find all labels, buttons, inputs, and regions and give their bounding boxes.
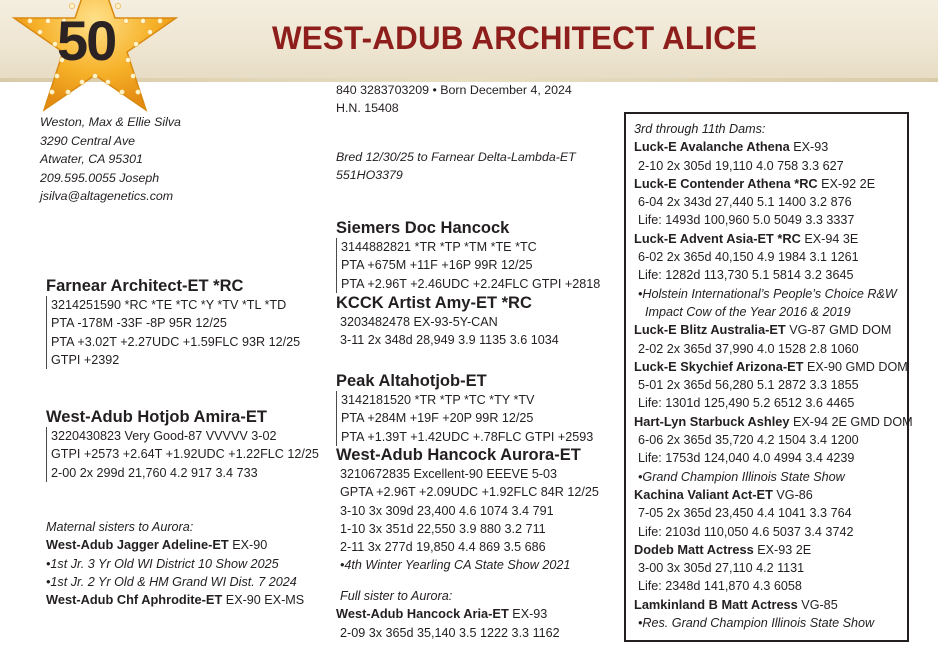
dam11-score: VG-85 xyxy=(797,597,838,612)
dam10-line xyxy=(634,541,907,559)
dam5-life: Life: 1282d 113,730 5.1 5814 3.2 3645 xyxy=(638,268,854,283)
animal-info xyxy=(336,81,572,118)
sire-sire-pta1: PTA +675M +11F +16P 99R 12/25 xyxy=(341,258,533,273)
sire-dam-id: 3203482478 EX-93-5Y-CAN xyxy=(340,315,498,329)
sire-dam-block xyxy=(336,293,559,350)
dam-gtpi: GTPI +2573 +2.64T +1.92UDC +1.22FLC 12/25 xyxy=(51,447,319,462)
dam-dam-name: West-Adub Hancock Aurora-ET xyxy=(336,446,581,464)
dam-dam-block xyxy=(336,445,599,575)
sire-sire-id: 3144882821 *TR *TP *TM *TE *TC xyxy=(341,240,537,254)
sire-pta2: PTA +3.02T +2.27UDC +1.59FLC 93R 12/25 xyxy=(51,334,301,349)
dam10-record: 3-00 3x 305d 27,110 4.2 1131 xyxy=(638,561,805,576)
dam-dam-record-2: 1-10 3x 351d 22,550 3.9 880 3.2 711 xyxy=(340,521,546,536)
animal-hn: H.N. 15408 xyxy=(336,101,399,116)
bred-line: Bred 12/30/25 to Farnear Delta-Lambda-ET xyxy=(336,150,576,164)
page-title: WEST-ADUB ARCHITECT ALICE xyxy=(272,20,758,56)
dam-sire-name: Peak Altahotjob-ET xyxy=(336,372,487,390)
dam8-note: •Grand Champion Illinois State Show xyxy=(638,469,845,484)
dam9-score: VG-86 xyxy=(772,487,813,502)
dam5-record: 6-02 2x 365d 40,150 4.9 1984 3.1 1261 xyxy=(638,250,859,265)
dam11-line xyxy=(634,596,907,614)
dam4-life: Life: 1493d 100,960 5.0 5049 3.3 3337 xyxy=(638,213,855,228)
sire-sire-name: Siemers Doc Hancock xyxy=(336,219,510,237)
dam6-score: VG-87 GMD DOM xyxy=(785,323,892,338)
sire-gtpi: GTPI +2392 xyxy=(51,352,120,367)
dam5-score: EX-94 3E xyxy=(800,231,859,246)
sister1-score: EX-90 xyxy=(228,538,268,553)
maternal-sister-1 xyxy=(46,536,304,554)
dam6-record: 2-02 2x 365d 37,990 4.0 1528 2.8 1060 xyxy=(638,341,859,356)
dam-dam-details xyxy=(336,465,599,575)
dam5-line xyxy=(634,230,907,248)
dam-dam-id: 3210672835 Excellent-90 EEEVE 5-03 xyxy=(340,467,558,481)
lot-number: 50 xyxy=(57,9,116,72)
dam3-line xyxy=(634,138,907,156)
dam9-life: Life: 2103d 110,050 4.6 5037 3.4 3742 xyxy=(638,524,854,539)
full-sister-record: 2-09 3x 365d 35,140 3.5 1222 3.3 1162 xyxy=(340,625,560,640)
dam-name: West-Adub Hotjob Amira-ET xyxy=(46,408,267,426)
full-sister-score: EX-93 xyxy=(508,607,548,622)
dam10-life: Life: 2348d 141,870 4.3 6058 xyxy=(638,579,802,594)
dam9-line xyxy=(634,486,907,504)
bred-sire-code: 551HO3379 xyxy=(336,168,403,183)
dam9-record: 7-05 2x 365d 23,450 4.4 1041 3.3 764 xyxy=(638,506,852,521)
dam-sire-details xyxy=(336,391,593,446)
dam-dam-record-3: 2-11 3x 277d 19,850 4.4 869 3.5 686 xyxy=(340,540,546,555)
dam9-name: Kachina Valiant Act-ET xyxy=(634,486,773,502)
sire-name: Farnear Architect-ET *RC xyxy=(46,277,244,295)
dam4-line xyxy=(634,175,907,193)
sire-sire-block xyxy=(336,218,600,293)
consignor-email[interactable]: jsilva@altagenetics.com xyxy=(40,189,174,203)
consignor-phone: 209.595.0055 Joseph xyxy=(40,170,160,185)
dam-dam-gpta: GPTA +2.96T +2.09UDC +1.92FLC 84R 12/25 xyxy=(340,485,599,500)
sire-sire-details xyxy=(336,238,600,293)
sister2-score: EX-90 EX-MS xyxy=(222,593,305,608)
lot-star xyxy=(0,0,182,116)
sister1-name: West-Adub Jagger Adeline-ET xyxy=(46,537,229,553)
dam6-line xyxy=(634,321,907,339)
sire-dam-record: 3-11 2x 348d 28,949 3.9 1135 3.6 1034 xyxy=(340,333,559,348)
dam8-life: Life: 1753d 124,040 4.0 4994 3.4 4239 xyxy=(638,451,855,466)
sister2-name: West-Adub Chf Aphrodite-ET xyxy=(46,592,223,608)
dam7-record: 5-01 2x 365d 56,280 5.1 2872 3.3 1855 xyxy=(638,378,859,393)
dams-box xyxy=(624,112,913,642)
dam-dam-note: •4th Winter Yearling CA State Show 2021 xyxy=(340,558,571,573)
sire-block xyxy=(46,276,300,369)
dam3-record: 2-10 2x 305d 19,110 4.0 758 3.3 627 xyxy=(638,158,844,173)
dam-dam-record-1: 3-10 3x 309d 23,400 4.6 1074 3.4 791 xyxy=(340,503,554,518)
dam4-record: 6-04 2x 343d 27,440 5.1 1400 3.2 876 xyxy=(638,195,852,210)
dam7-score: EX-90 GMD DOM xyxy=(803,359,908,374)
dams-heading: 3rd through 11th Dams: xyxy=(634,122,766,136)
dam8-line xyxy=(634,413,913,431)
full-sister-heading: Full sister to Aurora: xyxy=(340,589,453,603)
animal-id-line: 840 3283703209 • Born December 4, 2024 xyxy=(336,83,572,97)
bred-info xyxy=(336,148,576,185)
consignor-info xyxy=(40,113,181,206)
dam-sire-id: 3142181520 *TR *TP *TC *TY *TV xyxy=(341,393,535,407)
consignor-city: Atwater, CA 95301 xyxy=(40,152,143,166)
sire-dam-name: KCCK Artist Amy-ET *RC xyxy=(336,294,532,312)
dam6-name: Luck-E Blitz Australia-ET xyxy=(634,322,786,338)
sister1-note-1: •1st Jr. 3 Yr Old WI District 10 Show 2025 xyxy=(46,556,279,571)
dam11-note: •Res. Grand Champion Illinois State Show xyxy=(638,616,875,631)
maternal-sisters xyxy=(46,518,304,609)
consignor-name: Weston, Max & Ellie Silva xyxy=(40,115,181,129)
dam-details xyxy=(46,427,319,482)
maternal-sister-2 xyxy=(46,591,304,609)
dam5-name: Luck-E Advent Asia-ET *RC xyxy=(634,230,801,246)
dam3-name: Luck-E Avalanche Athena xyxy=(634,139,790,155)
dam7-line xyxy=(634,358,907,376)
sister1-note-2: •1st Jr. 2 Yr Old & HM Grand WI Dist. 7 2024 xyxy=(46,574,297,589)
dam8-name: Hart-Lyn Starbuck Ashley xyxy=(634,413,790,429)
dam-record: 2-00 2x 299d 21,760 4.2 917 3.4 733 xyxy=(51,465,258,480)
dam10-score: EX-93 2E xyxy=(753,542,812,557)
sire-id: 3214251590 *RC *TE *TC *Y *TV *TL *TD xyxy=(51,298,287,312)
consignor-address: 3290 Central Ave xyxy=(40,133,136,148)
sire-details xyxy=(46,296,300,369)
full-sister-name: West-Adub Hancock Aria-ET xyxy=(336,606,509,622)
dam7-life: Life: 1301d 125,490 5.2 6512 3.6 4465 xyxy=(638,396,855,411)
sire-sire-pta2: PTA +2.96T +2.46UDC +2.24FLC GTPI +2818 xyxy=(341,276,601,291)
dam4-score: EX-92 2E xyxy=(817,176,876,191)
dam7-name: Luck-E Skychief Arizona-ET xyxy=(634,358,804,374)
dam4-name: Luck-E Contender Athena *RC xyxy=(634,175,818,191)
full-sister-line xyxy=(336,605,560,623)
dam3-score: EX-93 xyxy=(789,140,829,155)
sire-dam-details xyxy=(336,313,559,350)
dam5-note-2: Impact Cow of the Year 2016 & 2019 xyxy=(638,304,851,319)
dam8-record: 6-06 2x 365d 35,720 4.2 1504 3.4 1200 xyxy=(638,433,859,448)
dam8-score: EX-94 2E GMD DOM xyxy=(789,414,913,429)
dam-sire-pta1: PTA +284M +19F +20P 99R 12/25 xyxy=(341,411,534,426)
dam10-name: Dodeb Matt Actress xyxy=(634,541,754,557)
dam11-name: Lamkinland B Matt Actress xyxy=(634,596,798,612)
dam5-note-1: •Holstein International’s People’s Choice R&W xyxy=(638,286,897,301)
dam-id: 3220430823 Very Good-87 VVVVV 3-02 xyxy=(51,429,277,443)
dam-sire-pta2: PTA +1.39T +1.42UDC +.78FLC GTPI +2593 xyxy=(341,429,594,444)
sire-pta1: PTA -178M -33F -8P 95R 12/25 xyxy=(51,316,227,331)
dam-sire-block xyxy=(336,371,593,446)
full-sister-block xyxy=(336,587,560,642)
maternal-heading: Maternal sisters to Aurora: xyxy=(46,520,194,534)
dam-block xyxy=(46,407,319,482)
